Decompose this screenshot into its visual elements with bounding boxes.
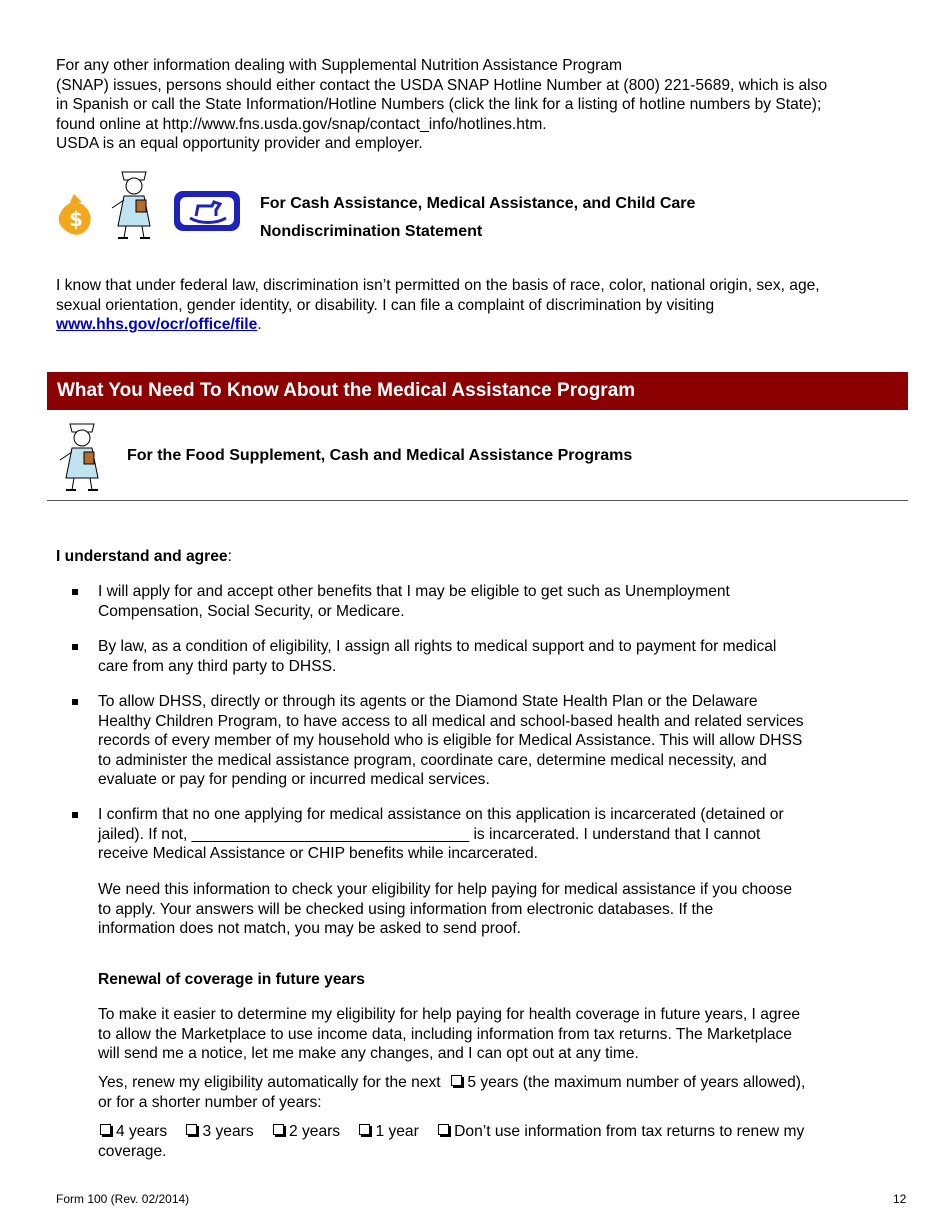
note-line: information does not match, you may be asked to send proof. — [98, 920, 522, 938]
snap-info-line: USDA is an equal opportunity provider and employer. — [56, 135, 423, 153]
colon: : — [227, 548, 232, 565]
bullet — [72, 644, 78, 650]
checkbox-dont-use-tax-returns[interactable] — [438, 1124, 449, 1135]
list-item-line: I will apply for and accept other benefits that I may be eligible to get such as Unemployment — [98, 583, 730, 600]
checkbox-4-years[interactable] — [100, 1124, 111, 1135]
svg-text:$: $ — [69, 207, 83, 231]
money-bag-icon — [54, 190, 96, 238]
snap-info-line: (SNAP) issues, persons should either contact the USDA SNAP Hotline Number at (800) 221-5689, which is also — [56, 76, 828, 94]
bullet — [72, 812, 78, 818]
hhs-complaint-link[interactable]: www.hhs.gov/ocr/office/file — [56, 316, 258, 334]
incarcerated-name-line[interactable]: jailed). If not, ________________________________ is incarcerated. I understand that I cannot — [98, 825, 761, 843]
option-2-years-label: 2 years — [288, 1123, 341, 1140]
option-4-years-label: 4 years — [116, 1123, 168, 1140]
understand-heading — [56, 547, 232, 567]
option-dont-use-label: Don’t use information from tax returns to renew my — [454, 1123, 805, 1140]
checkbox-1-year[interactable] — [359, 1124, 370, 1135]
renewal-yes-label: Yes, renew my eligibility automatically for the next — [98, 1074, 441, 1091]
snap-info — [56, 56, 916, 154]
renewal-options — [98, 1073, 898, 1112]
nondiscrimination-statement — [56, 276, 916, 335]
nondiscrimination-title-line: Nondiscrimination Statement — [260, 223, 483, 240]
snap-info-line: For any other information dealing with Supplemental Nutrition Assistance Program — [56, 57, 622, 74]
form-number: Form 100 (Rev. 02/2014) — [56, 1192, 190, 1206]
list-item-line: records of every member of my household who is eligible for Medical Assistance. This will allow DHSS — [98, 732, 803, 750]
bullet — [72, 699, 78, 705]
checkbox-5-years[interactable] — [451, 1075, 462, 1086]
list-item — [98, 637, 898, 676]
eligibility-note — [98, 880, 898, 939]
list-item-line: To allow DHSS, directly or through its agents or the Diamond State Health Plan or the Delaware — [98, 693, 758, 710]
list-item-line: receive Medical Assistance or CHIP benefits while incarcerated. — [98, 845, 539, 863]
list-item — [98, 692, 898, 790]
statement-line: I know that under federal law, discrimination isn’t permitted on the basis of race, color, national origin, sex, age, — [56, 277, 820, 294]
renewal-yes-line2: or for a shorter number of years: — [98, 1093, 322, 1111]
option-dont-use-label-line2: coverage. — [98, 1142, 167, 1160]
bullet — [72, 589, 78, 595]
nondiscrimination-heading — [260, 190, 695, 246]
list-item-line: By law, as a condition of eligibility, I assign all rights to medical support and to payment for medical — [98, 638, 777, 655]
list-item-line: to administer the medical assistance program, coordinate care, determine medical necessity, and — [98, 751, 767, 769]
snap-info-line: found online at http://www.fns.usda.gov/snap/contact_info/hotlines.htm. — [56, 115, 547, 133]
note-line: to apply. Your answers will be checked using information from electronic databases. If the — [98, 900, 714, 918]
renewal-shorter-options — [98, 1122, 898, 1161]
option-3-years-label: 3 years — [202, 1123, 254, 1140]
renewal-line: will send me a notice, let me make any changes, and I can opt out at any time. — [98, 1045, 639, 1063]
divider — [47, 500, 908, 501]
renewal-heading: Renewal of coverage in future years — [98, 971, 365, 988]
period: . — [257, 316, 262, 334]
renewal-line: to allow the Marketplace to use income data, including information from tax returns. The Marketplace — [98, 1025, 792, 1043]
page-number: 12 — [893, 1192, 907, 1206]
nurse-figure-icon — [106, 166, 162, 242]
nondiscrimination-title-line: For Cash Assistance, Medical Assistance, and Child Care — [260, 195, 696, 212]
programs-heading: For the Food Supplement, Cash and Medical Assistance Programs — [127, 447, 633, 464]
list-item-line: I confirm that no one applying for medical assistance on this application is incarcerated (detained or — [98, 806, 784, 823]
renewal-line: To make it easier to determine my eligibility for help paying for health coverage in future years, I agree — [98, 1006, 801, 1023]
rocking-horse-icon — [172, 188, 242, 234]
section-banner-title: What You Need To Know About the Medical Assistance Program — [57, 380, 636, 401]
checkbox-3-years[interactable] — [186, 1124, 197, 1135]
list-item-line: Compensation, Social Security, or Medicare. — [98, 602, 405, 620]
checkbox-2-years[interactable] — [273, 1124, 284, 1135]
section-banner — [47, 372, 908, 410]
snap-info-line: in Spanish or call the State Information/Hotline Numbers (click the link for a listing of hotline numbers by State); — [56, 96, 822, 114]
list-item-line: Healthy Children Program, to have access to all medical and school-based health and related services — [98, 712, 804, 730]
list-item — [98, 805, 898, 864]
statement-line: sexual orientation, gender identity, or disability. I can file a complaint of discrimination by visiting — [56, 296, 715, 314]
renewal-paragraph — [98, 1005, 898, 1064]
nurse-figure-icon — [54, 418, 110, 494]
note-line: We need this information to check your eligibility for help paying for medical assistance if you choose — [98, 881, 792, 898]
option-1-year-label: 1 year — [375, 1123, 419, 1140]
list-item-line: care from any third party to DHSS. — [98, 657, 337, 675]
option-5-years-label: 5 years (the maximum number of years allowed), — [467, 1074, 806, 1091]
list-item — [98, 582, 898, 621]
list-item-line: evaluate or pay for pending or incurred medical services. — [98, 771, 490, 789]
understand-label: I understand and agree — [56, 548, 228, 565]
